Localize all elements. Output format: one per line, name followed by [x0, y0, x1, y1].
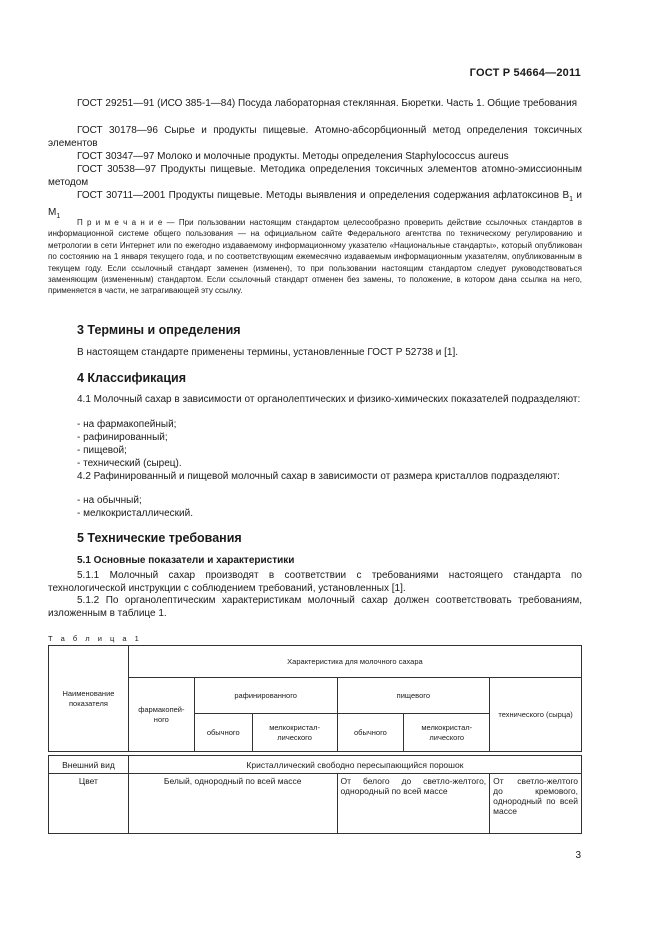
list-item: - рафинированный; — [77, 432, 168, 443]
header-indicator-name: Наименование показателя — [49, 646, 129, 752]
header-pharmacopoeial: фармакопей-ного — [128, 678, 194, 752]
list-item: - на обычный; — [77, 495, 142, 506]
subsection-5-1-title: 5.1 Основные показатели и характеристики — [77, 555, 295, 566]
row-value-appearance: Кристаллический свободно пересыпающийся порошок — [128, 756, 581, 774]
ref-gost-30538: ГОСТ 30538—97 Продукты пищевые. Методика определения токсичных элементов атомно-эмиссионным методом — [48, 164, 582, 189]
list-item: - пищевой; — [77, 445, 127, 456]
ref-gost-30347: ГОСТ 30347—97 Молоко и молочные продукты. Методы определения Staphylococcus aureus — [77, 151, 509, 162]
row-name-appearance: Внешний вид — [49, 756, 129, 774]
list-item: - на фармакопейный; — [77, 419, 177, 430]
header-refined-fine: мелкокристал-лического — [252, 714, 337, 752]
header-food-ordinary: обычного — [337, 714, 404, 752]
ref-gost-30711: ГОСТ 30711—2001 Продукты пищевые. Методы выявления и определения содержания афлатоксинов $В_1$ и $М_1$ — [48, 190, 582, 221]
ref-gost-29251: ГОСТ 29251—91 (ИСО 385-1—84) Посуда лабораторная стеклянная. Бюретки. Часть 1. Общие требования — [77, 98, 578, 109]
table-caption: Т а б л и ц а 1 — [48, 634, 142, 643]
list-item: - технический (сырец). — [77, 458, 182, 469]
header-food-fine: мелкокристал-лического — [404, 714, 490, 752]
section-4-title: 4 Классификация — [77, 371, 187, 385]
section-3-title: 3 Термины и определения — [77, 323, 241, 337]
clause-4-2: 4.2 Рафинированный и пищевой молочный сахар в зависимости от размера кристаллов подразделяют: — [77, 471, 560, 482]
reference-note: П р и м е ч а н и е — При пользовании настоящим стандартом целесообразно проверить действие ссылочных стандартов в информационной системе общего пользования — на официальном сайте Федерального агентства по техническому регулированию и метрологии в сети Интернет или по ежегодно издаваемому информационному указателю «Национальные стандарты», который опубликован по состоянию на 1 января текущего года, и по соответствующим ежемесячно издаваемым информационным указателям, опубликованным в текущем году. Если ссылочный стандарт заменен (изменен), то при пользовании настоящим стандартом следует руководствоваться заменяющим (измененным) стандартом. Если ссылочный стандарт отменен без замены, то положение, в котором дана ссылка на него, применяется в части, не затрагивающей эту ссылку. — [48, 218, 582, 296]
clause-4-1: 4.1 Молочный сахар в зависимости от органолептических и физико-химических показателей подразделяют: — [77, 394, 581, 405]
header-refined-ordinary: обычного — [194, 714, 252, 752]
ref-gost-30178: ГОСТ 30178—96 Сырье и продукты пищевые. Атомно-абсорбционный метод определения токсичных элементов — [48, 125, 582, 150]
list-item: - мелкокристаллический. — [77, 508, 194, 519]
section-5-title: 5 Технические требования — [77, 531, 242, 545]
row-value-color-yellowish: От белого до светло-желтого, однородный по всей массе — [337, 774, 490, 834]
page-number: 3 — [575, 850, 581, 861]
organoleptic-table — [48, 645, 582, 834]
header-food: пищевого — [337, 678, 490, 714]
row-name-color: Цвет — [49, 774, 129, 834]
table-row — [49, 756, 582, 774]
clause-5-1-2: 5.1.2 По органолептическим характеристикам молочный сахар должен соответствовать требованиям, изложенным в таблице 1. — [48, 595, 582, 620]
row-value-color-white: Белый, однородный по всей массе — [128, 774, 337, 834]
header-characteristic: Характеристика для молочного сахара — [128, 646, 581, 678]
section-3-text: В настоящем стандарте применены термины, установленные ГОСТ Р 52738 и [1]. — [77, 347, 459, 358]
header-technical: технического (сырца) — [490, 678, 582, 752]
table-row — [49, 774, 582, 834]
clause-5-1-1: 5.1.1 Молочный сахар производят в соответствии с требованиями настоящего стандарта по технологической инструкции с соблюдением требований, установленных [1]. — [48, 570, 582, 595]
document-header: ГОСТ Р 54664—2011 — [469, 67, 581, 79]
header-refined: рафинированного — [194, 678, 337, 714]
row-value-color-cream: От светло-желтого до кремового, однородный по всей массе — [490, 774, 582, 834]
